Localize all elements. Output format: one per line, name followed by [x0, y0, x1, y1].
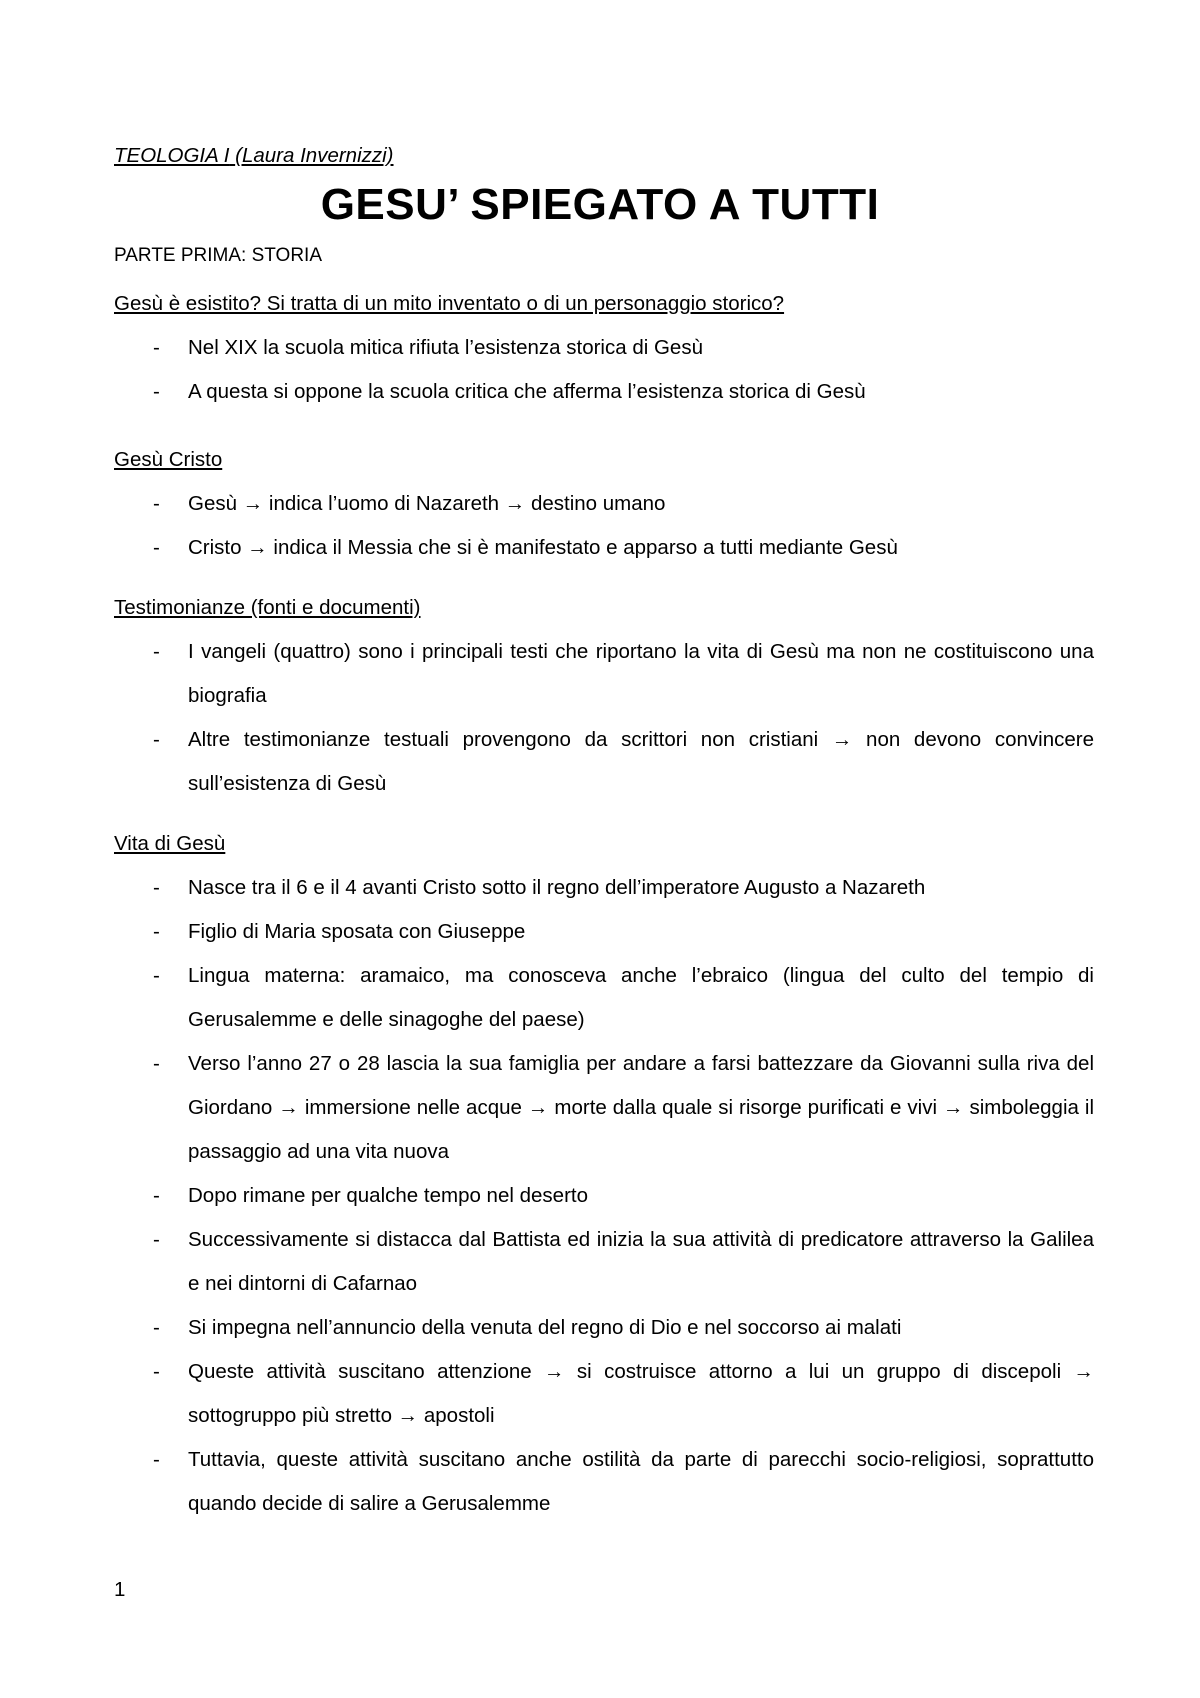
part-heading: PARTE PRIMA: STORIA: [114, 245, 322, 266]
bullet-list: [114, 326, 1094, 414]
list-item: [114, 910, 1094, 954]
list-dash: -: [153, 728, 160, 751]
bullet-list: [114, 630, 1094, 806]
list-item-text: Gesù → indica l’uomo di Nazareth → destino umano: [188, 492, 666, 515]
bullet-list: [114, 482, 1094, 570]
list-dash: -: [153, 380, 160, 403]
list-dash: -: [153, 536, 160, 559]
list-dash: -: [153, 492, 160, 515]
list-dash: -: [153, 336, 160, 359]
list-item-text: Nasce tra il 6 e il 4 avanti Cristo sotto il regno dell’imperatore Augusto a Nazareth: [188, 876, 926, 899]
list-item-text: Figlio di Maria sposata con Giuseppe: [188, 920, 526, 943]
list-item-text: Tuttavia, queste attività suscitano anche ostilità da parte di parecchi socio-religiosi, soprattutto quando decide di salire a Gerusalemme: [188, 1448, 1094, 1515]
list-dash: -: [153, 1360, 160, 1383]
list-item: [114, 1306, 1094, 1350]
course-name: TEOLOGIA I: [114, 144, 230, 167]
list-item: [114, 326, 1094, 370]
list-item-text: Successivamente si distacca dal Battista ed inizia la sua attività di predicatore attraverso la Galilea e nei dintorni di Cafarnao: [188, 1228, 1094, 1295]
list-item: [114, 1350, 1094, 1438]
list-item: [114, 1042, 1094, 1174]
list-item-text: Cristo → indica il Messia che si è manifestato e apparso a tutti mediante Gesù: [188, 536, 898, 559]
list-item-text: I vangeli (quattro) sono i principali testi che riportano la vita di Gesù ma non ne costituiscono una biografia: [188, 640, 1094, 707]
list-item-text: Nel XIX la scuola mitica rifiuta l’esistenza storica di Gesù: [188, 336, 703, 359]
list-item-text: A questa si oppone la scuola critica che afferma l’esistenza storica di Gesù: [188, 380, 866, 403]
section-heading: Gesù è esistito? Si tratta di un mito inventato o di un personaggio storico?: [114, 292, 785, 315]
list-item: [114, 954, 1094, 1042]
list-item: [114, 630, 1094, 718]
list-item: [114, 1438, 1094, 1526]
list-item: [114, 482, 1094, 526]
list-item-text: Lingua materna: aramaico, ma conosceva anche l’ebraico (lingua del culto del tempio di Gerusalemme e delle sinagoghe del paese): [188, 964, 1094, 1031]
document-title: GESU’ SPIEGATO A TUTTI: [320, 180, 880, 229]
list-dash: -: [153, 964, 160, 987]
list-item: [114, 370, 1094, 414]
list-item: [114, 718, 1094, 806]
document-header: [114, 144, 394, 168]
list-item: [114, 866, 1094, 910]
list-item: [114, 526, 1094, 570]
section-heading: Vita di Gesù: [114, 832, 226, 855]
list-item-text: Verso l’anno 27 o 28 lascia la sua famiglia per andare a farsi battezzare da Giovanni sulla riva del Giordano → immersione nelle acque → morte dalla quale si risorge purificati e vivi → simboleggia il passaggio ad una vita nuova: [188, 1052, 1094, 1163]
list-dash: -: [153, 1052, 160, 1075]
page-number: 1: [114, 1578, 126, 1601]
list-dash: -: [153, 1448, 160, 1471]
list-dash: -: [153, 640, 160, 663]
list-dash: -: [153, 1228, 160, 1251]
list-item-text: Dopo rimane per qualche tempo nel deserto: [188, 1184, 588, 1207]
section-heading: Gesù Cristo: [114, 448, 223, 471]
list-item: [114, 1218, 1094, 1306]
section-heading: Testimonianze (fonti e documenti): [114, 596, 421, 619]
bullet-list: [114, 866, 1094, 1526]
list-item-text: Queste attività suscitano attenzione → si costruisce attorno a lui un gruppo di discepoli → sottogruppo più stretto → apostoli: [188, 1360, 1094, 1427]
list-dash: -: [153, 1184, 160, 1207]
author-name: (Laura Invernizzi): [235, 144, 394, 167]
list-dash: -: [153, 876, 160, 899]
list-item-text: Si impegna nell’annuncio della venuta del regno di Dio e nel soccorso ai malati: [188, 1316, 902, 1339]
list-dash: -: [153, 920, 160, 943]
list-item-text: Altre testimonianze testuali provengono da scrittori non cristiani → non devono convincere sull’esistenza di Gesù: [188, 728, 1094, 795]
list-item: [114, 1174, 1094, 1218]
list-dash: -: [153, 1316, 160, 1339]
